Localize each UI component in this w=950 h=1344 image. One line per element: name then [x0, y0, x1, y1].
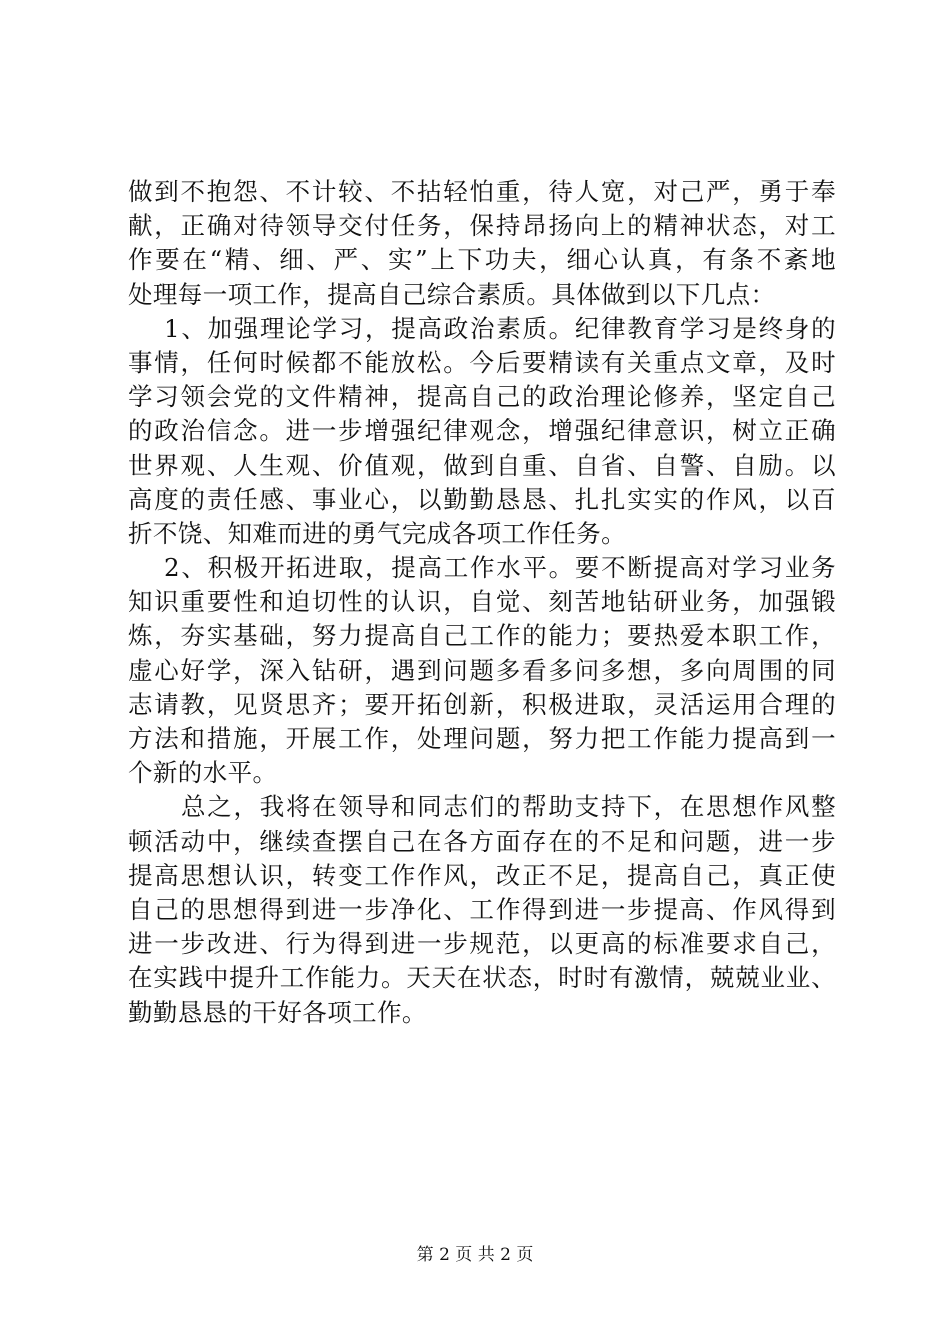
text-line: 提高思想认识，转变工作作风，改正不足，提高自己，真正使 [128, 860, 836, 890]
text-line: 勤勤恳恳的干好各项工作。 [128, 997, 427, 1027]
text-line: 的政治信念。进一步增强纪律观念，增强纪律意识，树立正确 [128, 416, 836, 446]
text-line: 顿活动中，继续查摆自己在各方面存在的不足和问题，进一步 [128, 826, 836, 856]
text-line: 炼，夯实基础，努力提高自己工作的能力；要热爱本职工作， [128, 621, 836, 651]
text-line: 虚心好学，深入钻研，遇到问题多看多问多想，多向周围的同 [128, 655, 836, 685]
text-line: 世界观、人生观、价值观，做到自重、自省、自警、自励。以 [128, 450, 836, 480]
text-line: 处理每一项工作，提高自己综合素质。具体做到以下几点： [128, 279, 776, 309]
summary-paragraph-first-line: 总之，我将在领导和同志们的帮助支持下，在思想作风整 [181, 792, 836, 822]
text-line: 做到不抱怨、不计较、不拈轻怕重，待人宽，对己严，勇于奉 [128, 177, 836, 206]
text-line: 事情，任何时候都不能放松。今后要精读有关重点文章，及时 [128, 347, 836, 377]
text-line: 作要在“精、细、严、实”上下功夫，细心认真，有条不紊地 [128, 245, 836, 275]
text-line: 自己的思想得到进一步净化、工作得到进一步提高、作风得到 [128, 894, 836, 924]
text-line: 高度的责任感、事业心，以勤勤恳恳、扎扎实实的作风，以百 [128, 484, 836, 514]
numbered-item-2-first-line: 2、积极开拓进取，提高工作水平。要不断提高对学习业务 [164, 553, 836, 583]
document-body [128, 175, 836, 1030]
numbered-item-1-first-line: 1、加强理论学习，提高政治素质。纪律教育学习是终身的 [164, 313, 836, 343]
text-line: 在实践中提升工作能力。天天在状态，时时有激情，兢兢业业、 [128, 963, 836, 993]
page-number-footer: 第 2 页 共 2 页 [416, 1245, 534, 1265]
text-line: 献，正确对待领导交付任务，保持昂扬向上的精神状态，对工 [128, 211, 836, 241]
text-line: 进一步改进、行为得到进一步规范，以更高的标准要求自己， [128, 929, 836, 959]
text-line: 学习领会党的文件精神，提高自己的政治理论修养，坚定自己 [128, 382, 836, 412]
text-line: 知识重要性和迫切性的认识，自觉、刻苦地钻研业务，加强锻 [128, 587, 836, 617]
text-line: 个新的水平。 [128, 758, 278, 788]
text-line: 方法和措施，开展工作，处理问题，努力把工作能力提高到一 [128, 724, 836, 753]
text-line: 志请教，见贤思齐；要开拓创新，积极进取，灵活运用合理的 [128, 689, 836, 719]
text-line: 折不饶、知难而进的勇气完成各项工作任务。 [128, 518, 626, 548]
